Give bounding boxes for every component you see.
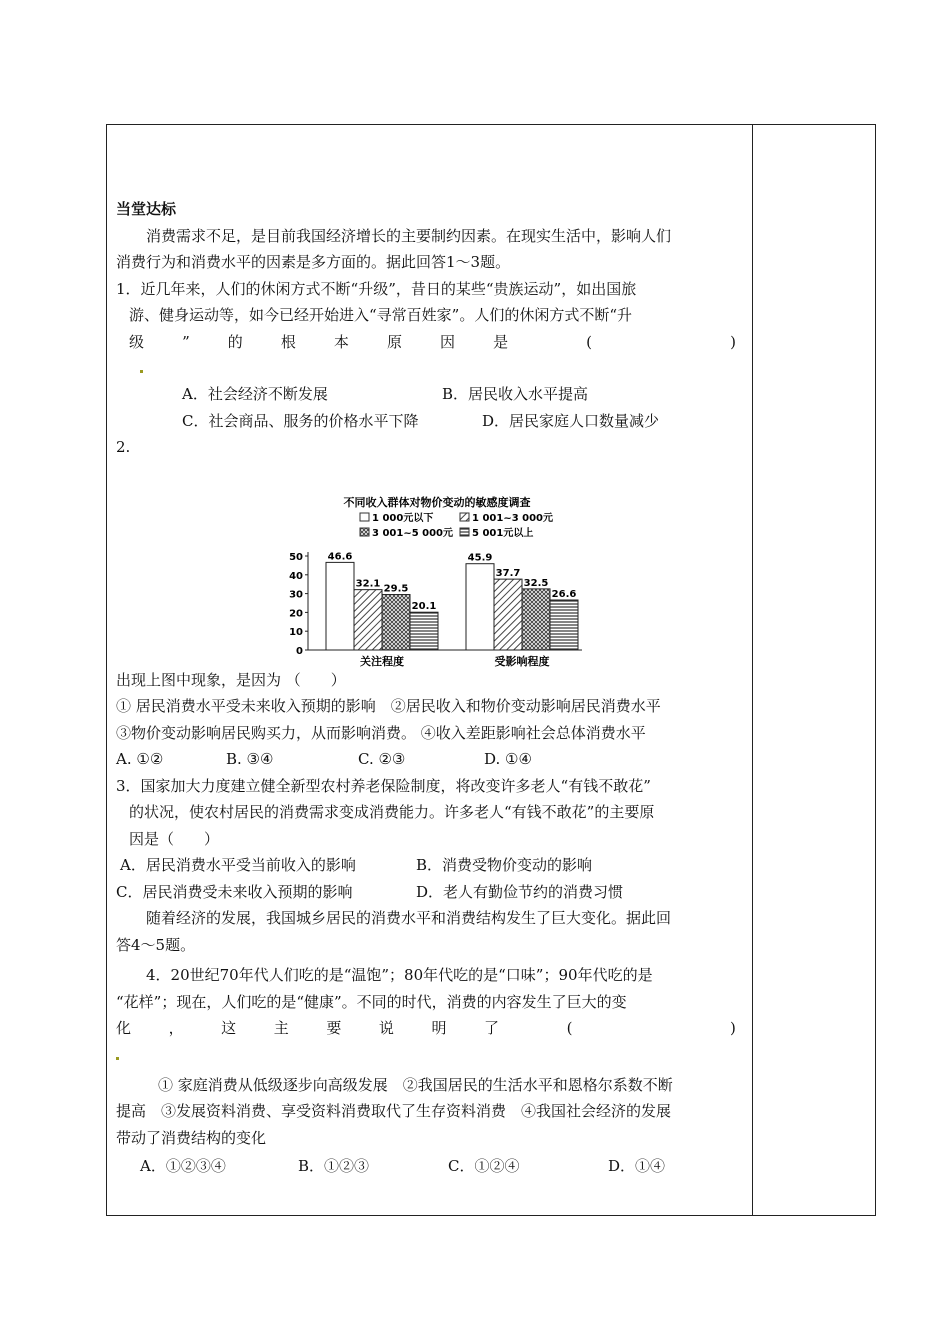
bar-value-label: 20.1 (411, 601, 437, 613)
bar-value-label: 32.5 (523, 577, 549, 589)
q2-option-d: D. ①④ (484, 750, 532, 768)
q2-option-a: A. ①② (116, 750, 164, 768)
mark-dot (116, 1057, 119, 1060)
bar-value-label: 45.9 (467, 552, 493, 564)
word: 因 (440, 332, 456, 351)
q4-item: 提高 ③发展资料消费、享受资料消费取代了生存资料消费 ④我国社会经济的发展 (116, 1102, 672, 1120)
answer-blank-close: ) (730, 1019, 736, 1037)
legend-label: 3 001~5 000元 (372, 528, 454, 539)
q3-option-b: B．消费受物价变动的影响 (416, 856, 593, 874)
q3-stem: 3．国家加大力度建立健全新型农村养老保险制度，将改变许多老人“有钱不敢花” (116, 776, 651, 795)
sensitivity-chart (282, 492, 592, 672)
intro2-line: 随着经济的发展，我国城乡居民的消费水平和消费结构发生了巨大变化。据此回 (146, 909, 672, 927)
bar-value-label: 46.6 (327, 551, 353, 563)
q2-option-b: B. ③④ (226, 750, 274, 768)
y-tick-label: 50 (289, 552, 303, 563)
word: 级 (129, 332, 145, 351)
legend-swatch-1 (360, 513, 369, 521)
q1-options-row (116, 408, 744, 435)
answer-blank-open: ( (566, 1019, 573, 1037)
mark-dot (140, 370, 143, 373)
intro2-line: 答4～5题。 (116, 935, 196, 954)
y-tick-label: 30 (289, 589, 303, 601)
bar (382, 595, 410, 650)
legend-label: 1 000元以下 (372, 513, 434, 524)
q3-option-a: A．居民消费水平受当前收入的影响 (120, 856, 356, 874)
word: 明 (431, 1019, 447, 1037)
answer-blank-close: ) (730, 332, 736, 351)
word: 这 (221, 1019, 237, 1037)
chart-legend (360, 511, 553, 539)
bar-value-label: 26.6 (551, 588, 577, 600)
word: 了 (484, 1019, 500, 1037)
q3-options-row (116, 852, 744, 879)
q3-options-row (116, 879, 744, 906)
legend-label: 5 001元以上 (472, 528, 534, 539)
y-tick-label: 20 (289, 608, 303, 620)
word: 是 (493, 332, 509, 351)
q4-item: 带动了消费结构的变化 (116, 1128, 267, 1147)
q4-options-row (116, 1153, 744, 1180)
q4-stem: “花样”；现在，人们吃的是“健康”。不同的时代，消费的内容发生了巨大的变 (116, 992, 627, 1011)
word: 化 (116, 1019, 132, 1037)
q2-option-c: C. ②③ (358, 750, 406, 768)
q3-option-c: C．居民消费受未来收入预期的影响 (116, 882, 353, 901)
q2-item: ③物价变动影响居民购买力，从而影响消费。 ④收入差距影响社会总体消费水平 (116, 723, 646, 742)
q3-stem: 因是（ ） (129, 829, 220, 848)
q4-option-a: A．①②③④ (140, 1157, 226, 1175)
x-category-label: 受影响程度 (494, 655, 550, 668)
q2-options-row (116, 746, 744, 773)
q2-item: ① 居民消费水平受未来收入预期的影响 ②居民收入和物价变动影响居民消费水平 (116, 697, 661, 715)
word: 原 (386, 332, 402, 351)
q1-option-b: B．居民收入水平提高 (442, 385, 589, 403)
worksheet-content (116, 196, 744, 1180)
word: 的 (227, 332, 243, 351)
legend-swatch-2 (460, 513, 469, 521)
q4-stem: 4．20世纪70年代人们吃的是“温饱”；80年代吃的是“口味”；90年代吃的是 (146, 966, 653, 984)
bar (550, 600, 578, 650)
word: 说 (378, 1019, 394, 1037)
q1-stem-last (116, 329, 744, 356)
q4-option-b: B．①②③ (298, 1157, 370, 1175)
q2-number: 2. (116, 438, 131, 456)
q4-stem-last (116, 1015, 744, 1042)
q4-option-c: C．①②④ (448, 1157, 520, 1175)
legend-label: 1 001~3 000元 (472, 513, 554, 524)
bar-value-label: 37.7 (495, 568, 521, 580)
bar-value-label: 32.1 (355, 578, 381, 590)
q3-option-d: D．老人有勤俭节约的消费习惯 (416, 882, 624, 901)
y-tick-label: 0 (296, 646, 303, 657)
bar (410, 612, 438, 650)
bar (466, 564, 494, 650)
bar (326, 562, 354, 650)
word: ， (168, 1019, 184, 1037)
chart-svg (282, 492, 592, 672)
q4-item: ① 家庭消费从低级逐步向高级发展 ②我国居民的生活水平和恩格尔系数不断 (158, 1075, 673, 1094)
q1-option-d: D．居民家庭人口数量减少 (482, 411, 660, 430)
y-tick-label: 40 (289, 570, 303, 582)
bar-value-label: 29.5 (383, 583, 409, 595)
q1-option-a: A．社会经济不断发展 (182, 385, 328, 403)
bar (354, 590, 382, 650)
column-divider (752, 124, 753, 1216)
legend-swatch-3 (360, 528, 369, 536)
q1-options-row (116, 381, 744, 408)
q1-stem: 1．近几年来，人们的休闲方式不断“升级”，昔日的某些“贵族运动”，如出国旅 (116, 279, 637, 298)
bar (494, 579, 522, 650)
q3-stem: 的状况，使农村居民的消费需求变成消费能力。许多老人“有钱不敢花”的主要原 (129, 803, 655, 821)
chart-title: 不同收入群体对物价变动的敏感度调查 (343, 496, 531, 509)
word: 根 (280, 332, 296, 351)
x-category-label: 关注程度 (360, 655, 404, 668)
q1-stem: 游、健身运动等，如今已经开始进入“寻常百姓家”。人们的休闲方式不断“升 (129, 306, 633, 324)
bar (522, 589, 550, 650)
section-title: 当堂达标 (116, 200, 177, 218)
intro-line: 消费需求不足，是目前我国经济增长的主要制约因素。在现实生活中，影响人们 (146, 226, 672, 245)
q4-option-d: D．①④ (608, 1157, 666, 1175)
word: 要 (326, 1019, 342, 1037)
q2-stem: 出现上图中现象，是因为 （ ） (116, 670, 346, 689)
word: 主 (273, 1019, 289, 1037)
y-tick-label: 10 (289, 627, 303, 639)
q1-option-c: C．社会商品、服务的价格水平下降 (182, 411, 419, 430)
legend-swatch-4 (460, 528, 469, 536)
word: 本 (333, 332, 349, 351)
word: ” (182, 332, 190, 351)
answer-blank-open: ( (586, 332, 593, 351)
intro-line: 消费行为和消费水平的因素是多方面的。据此回答1～3题。 (116, 253, 511, 271)
